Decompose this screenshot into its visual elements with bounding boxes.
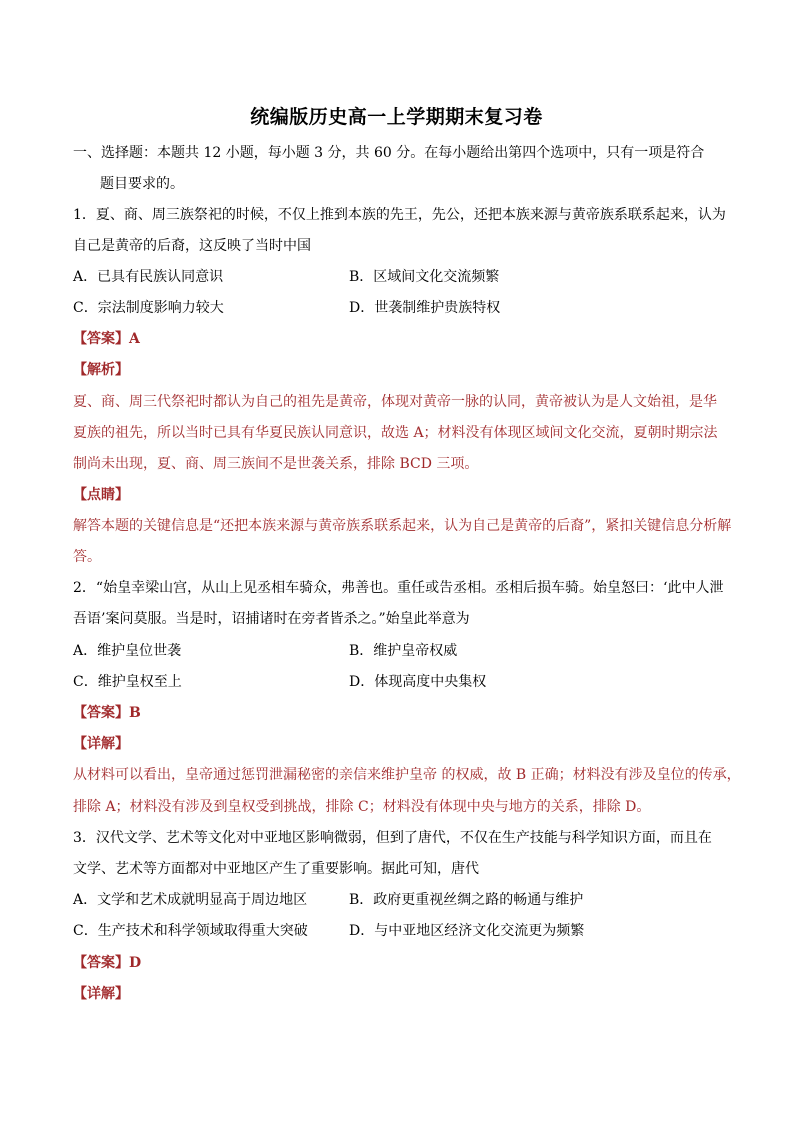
- question-1-option-c: C．宗法制度影响力较大: [73, 300, 224, 316]
- question-1-tip-label: 【点睛】: [73, 487, 129, 503]
- question-2-option-c: C．维护皇权至上: [73, 674, 182, 690]
- question-1-analysis-cont: 夏族的祖先，所以当时已具有华夏民族认同意识，故选 A；材料没有体现区域间文化交流，夏朝时期宗法: [73, 425, 718, 441]
- section-instruction-cont: 题目要求的。: [100, 176, 184, 192]
- question-2-answer: 【答案】B: [73, 705, 141, 721]
- question-1-option-a: A．已具有民族认同意识: [73, 269, 224, 285]
- page-title: 统编版历史高一上学期期末复习卷: [250, 106, 543, 128]
- question-1-option-d: D．世袭制维护贵族特权: [349, 300, 501, 316]
- question-1-option-b: B．区域间文化交流频繁: [349, 269, 500, 285]
- question-3-stem: 3．汉代文学、艺术等文化对中亚地区影响微弱，但到了唐代，不仅在生产技能与科学知识方面，而且在: [73, 830, 712, 846]
- question-2-option-d: D．体现高度中央集权: [349, 674, 487, 690]
- question-2-stem: 2．“始皇幸梁山宫，从山上见丞相车骑众，弗善也。重任或告丞相。丞相后损车骑。始皇怒曰：‘此中人泄: [73, 580, 724, 596]
- question-3-option-d: D．与中亚地区经济文化交流更为频繁: [349, 923, 585, 939]
- question-3-answer: 【答案】D: [73, 955, 142, 971]
- question-1-stem-cont: 自己是黄帝的后裔，这反映了当时中国: [73, 238, 311, 254]
- question-3-option-b: B．政府更重视丝绸之路的畅通与维护: [349, 892, 584, 908]
- question-1-analysis-cont: 制尚未出现，夏、商、周三族间不是世袭关系，排除 BCD 三项。: [73, 456, 479, 472]
- question-2-option-b: B．维护皇帝权威: [349, 643, 458, 659]
- question-1-answer: 【答案】A: [73, 331, 140, 347]
- question-1-analysis: 夏、商、周三代祭祀时都认为自己的祖先是黄帝，体现对黄帝一脉的认同，黄帝被认为是人文始祖，是华: [73, 394, 717, 410]
- question-1-analysis-label: 【解析】: [73, 362, 129, 378]
- question-2-option-a: A．维护皇位世袭: [73, 643, 182, 659]
- question-3-stem-cont: 文学、艺术等方面都对中亚地区产生了重要影响。据此可知，唐代: [73, 861, 479, 877]
- question-2-analysis: 从材料可以看出，皇帝通过惩罚泄漏秘密的亲信来维护皇帝 的权威，故 B 正确；材料没有涉及皇位的传承，: [73, 767, 741, 783]
- question-2-analysis-label: 【详解】: [73, 736, 129, 752]
- question-1-stem: 1．夏、商、周三族祭祀的时候，不仅上推到本族的先王，先公，还把本族来源与黄帝族系联系起来，认为: [73, 207, 726, 223]
- question-2-analysis-cont: 排除 A；材料没有涉及到皇权受到挑战，排除 C；材料没有体现中央与地方的关系，排除 D。: [73, 799, 651, 815]
- section-instruction: 一、选择题：本题共 12 小题，每小题 3 分，共 60 分。在每小题给出第四个选项中，只有一项是符合: [73, 145, 705, 161]
- question-1-tip: 解答本题的关键信息是“还把本族来源与黄帝族系联系起来，认为自己是黄帝的后裔”，紧扣关键信息分析解: [73, 518, 732, 534]
- question-2-stem-cont: 吾语’案问莫服。当是时，诏捕诸时在旁者皆杀之。”始皇此举意为: [73, 611, 470, 627]
- question-1-tip-cont: 答。: [73, 549, 101, 565]
- question-3-analysis-label: 【详解】: [73, 986, 129, 1002]
- question-3-option-a: A．文学和艺术成就明显高于周边地区: [73, 892, 308, 908]
- question-3-option-c: C．生产技术和科学领域取得重大突破: [73, 923, 308, 939]
